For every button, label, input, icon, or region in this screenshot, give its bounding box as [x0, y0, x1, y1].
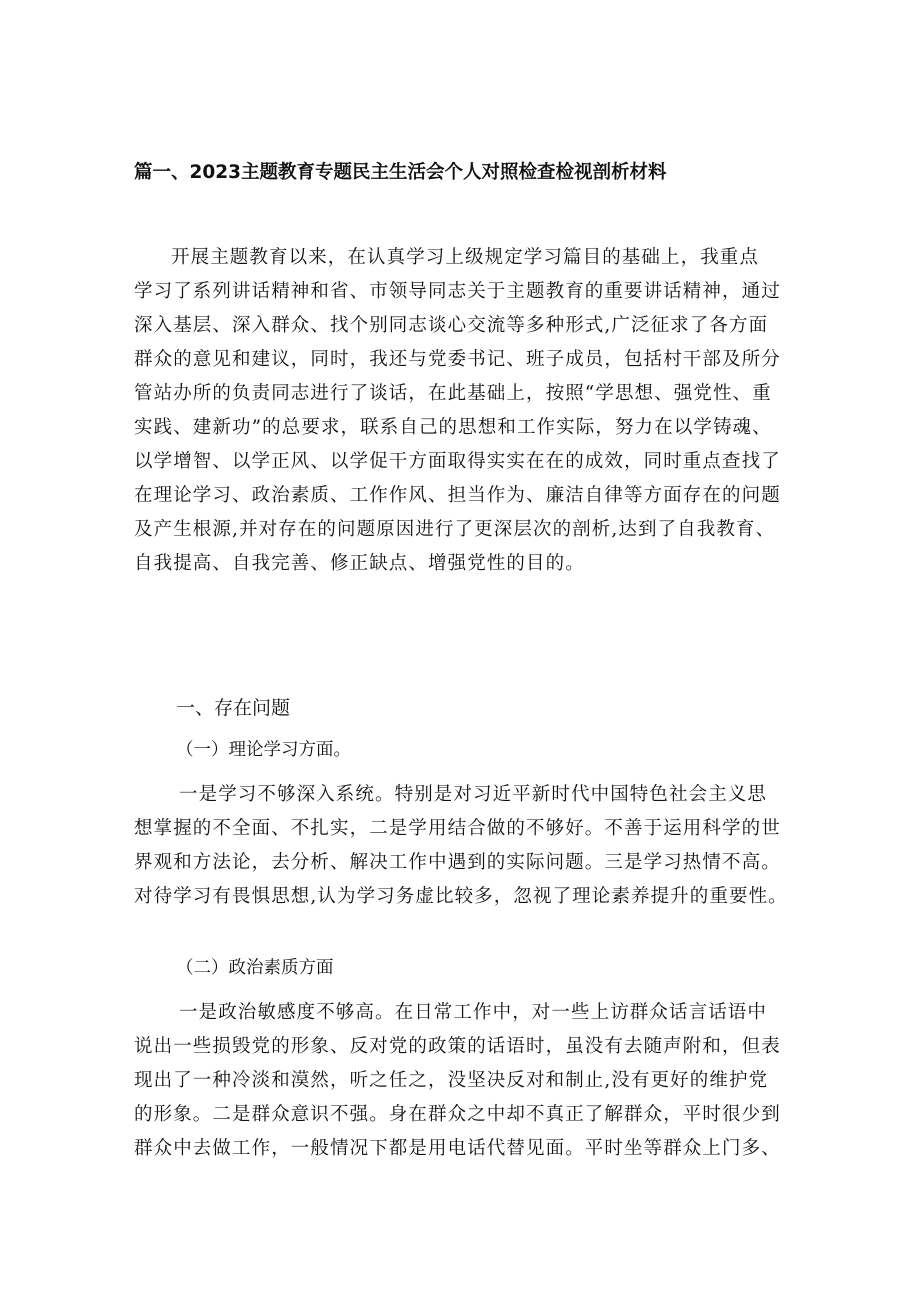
section-heading: 一、存在问题: [176, 697, 291, 719]
paragraph-line: 及产生根源,并对存在的问题原因进行了更深层次的剖析,达到了自我教育、: [134, 519, 776, 540]
paragraph-line: 的形象。二是群众意识不强。身在群众之中却不真正了解群众，平时很少到: [134, 1104, 781, 1125]
paragraph-line: 界观和方法论，去分析、解决工作中遇到的实际问题。三是学习热情不高。: [134, 852, 781, 873]
political-quality-paragraph: [134, 996, 794, 1166]
document-title: 篇一、2023主题教育专题民主生活会个人对照检查检视剖析材料: [134, 162, 667, 183]
paragraph-line: 开展主题教育以来，在认真学习上级规定学习篇目的基础上，我重点: [171, 247, 760, 268]
subsection-heading: （一）理论学习方面。: [176, 740, 351, 760]
paragraph-line: 在理论学习、政治素质、工作作风、担当作为、廉洁自律等方面存在的问题: [134, 485, 781, 506]
paragraph-line: 一是学习不够深入系统。特别是对习近平新时代中国特色社会主义思: [179, 784, 768, 805]
paragraph-line: 以学增智、以学正风、以学促干方面取得实实在在的成效，同时重点查找了: [134, 451, 781, 472]
paragraph-line: 说出一些损毁党的形象、反对党的政策的话语时，虽没有去随声附和，但表: [134, 1036, 781, 1057]
paragraph-line: 深入基层、深入群众、找个别同志谈心交流等多种形式,广泛征求了各方面: [134, 315, 769, 336]
subsection-heading: （二）政治素质方面: [176, 958, 334, 978]
paragraph-line: 群众中去做工作，一般情况下都是用电话代替见面。平时坐等群众上门多、: [134, 1138, 781, 1159]
paragraph-line: 实践、建新功”的总要求，联系自己的思想和工作实际，努力在以学铸魂、: [134, 417, 772, 438]
intro-paragraph: [134, 241, 794, 581]
theory-study-paragraph: [134, 778, 794, 914]
paragraph-line: 现出了一种冷淡和漠然，听之任之，没坚决反对和制止,没有更好的维护党: [134, 1070, 769, 1091]
paragraph-line: 学习了系列讲话精神和省、市领导同志关于主题教育的重要讲话精神，通过: [134, 281, 781, 302]
paragraph-line: 一是政治敏感度不够高。在日常工作中，对一些上访群众话言话语中: [179, 1002, 768, 1023]
paragraph-line: 群众的意见和建议，同时，我还与党委书记、班子成员，包括村干部及所分: [134, 349, 781, 370]
paragraph-line: 想掌握的不全面、不扎实，二是学用结合做的不够好。不善于运用科学的世: [134, 818, 781, 839]
paragraph-line: 管站办所的负责同志进行了谈话，在此基础上，按照“学思想、强党性、重: [134, 383, 772, 404]
paragraph-line: 对待学习有畏惧思想,认为学习务虚比较多，忽视了理论素养提升的重要性。: [134, 886, 788, 907]
paragraph-line: 自我提高、自我完善、修正缺点、增强党性的目的。: [134, 553, 585, 574]
